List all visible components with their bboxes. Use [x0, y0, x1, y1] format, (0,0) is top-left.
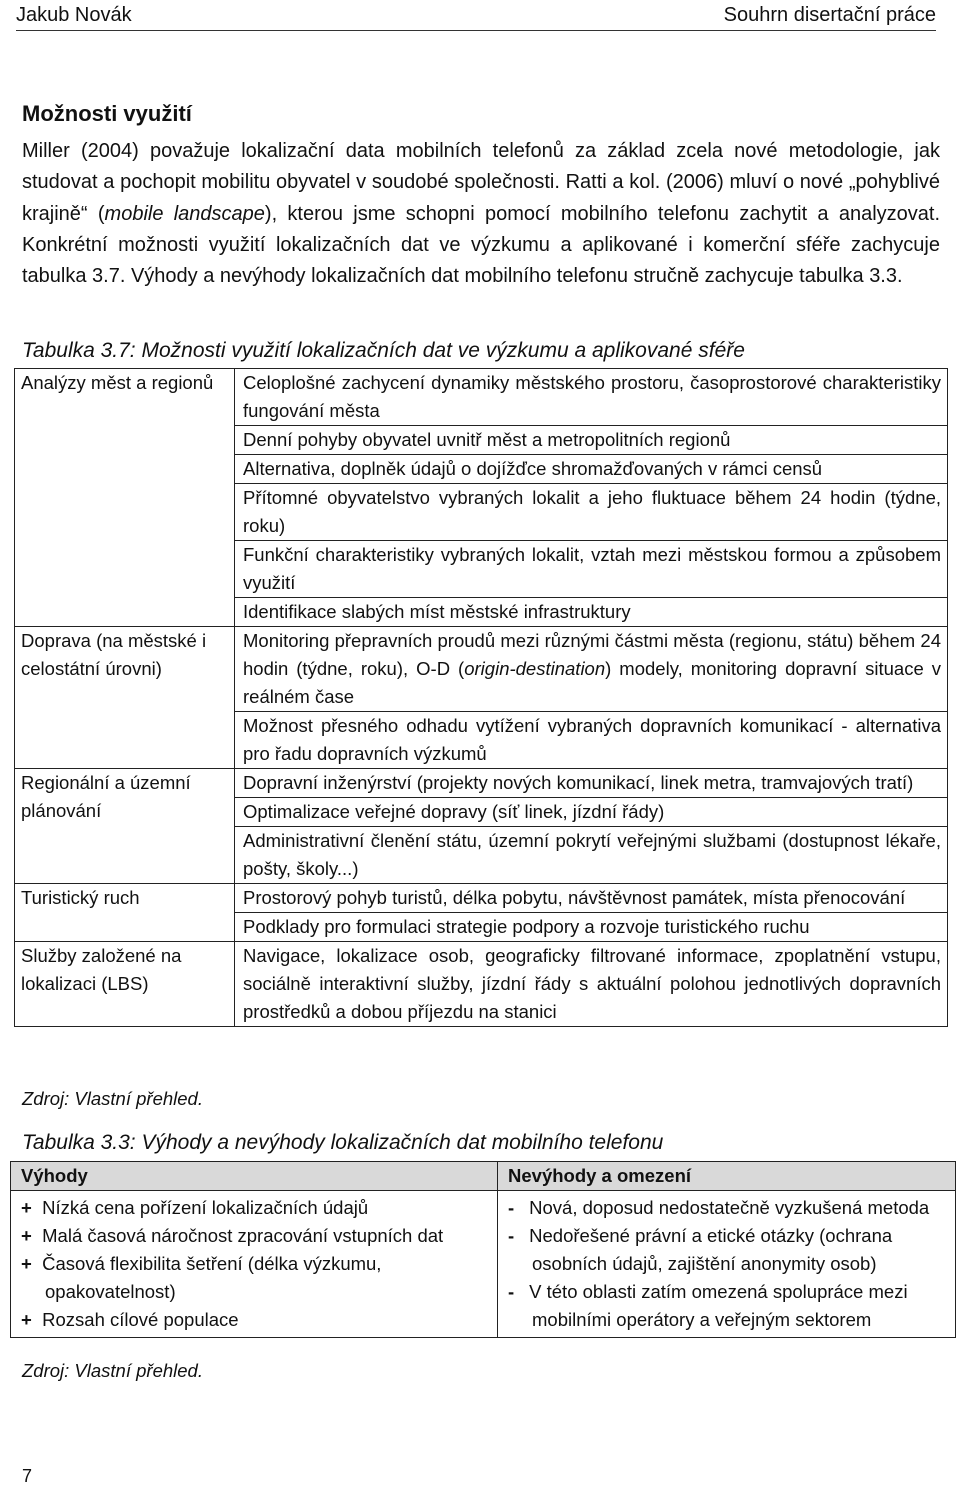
- item-sign: -: [508, 1225, 515, 1246]
- description-cell: Alternativa, doplněk údajů o dojížďce shromažďovaných v rámci censů: [235, 455, 948, 484]
- item-sign: -: [508, 1281, 515, 1302]
- column-header-disadvantages: Nevýhody a omezení: [498, 1162, 956, 1191]
- description-cell: Přítomné obyvatelstvo vybraných lokalit a jeho fluktuace během 24 hodin (týdne, roku): [235, 484, 948, 541]
- item-text: Nová, doposud nedostatečně vyzkušená metoda: [529, 1197, 930, 1218]
- category-cell: Analýzy měst a regionů: [15, 369, 235, 627]
- description-cell: Dopravní inženýrství (projekty nových komunikací, linek metra, tramvajových tratí): [235, 769, 948, 798]
- item-text: Malá časová náročnost zpracování vstupních dat: [42, 1225, 444, 1246]
- item-text: Časová flexibilita šetření (délka výzkumu, opakovatelnost): [42, 1253, 382, 1302]
- table-row: [15, 769, 948, 798]
- disadvantages-cell: [498, 1191, 956, 1338]
- table-row: [15, 884, 948, 913]
- item-text: Rozsah cílové populace: [42, 1309, 239, 1330]
- column-header-advantages: Výhody: [11, 1162, 498, 1191]
- list-item: [21, 1194, 487, 1222]
- item-sign: +: [21, 1309, 32, 1330]
- description-cell: Prostorový pohyb turistů, délka pobytu, návštěvnost památek, místa přenocování: [235, 884, 948, 913]
- item-sign: +: [21, 1225, 32, 1246]
- list-item: [21, 1306, 487, 1334]
- description-cell: Denní pohyby obyvatel uvnitř měst a metropolitních regionů: [235, 426, 948, 455]
- page-number: 7: [22, 1466, 33, 1486]
- table1-source: Zdroj: Vlastní přehled.: [22, 1088, 203, 1109]
- table-row: [15, 369, 948, 426]
- header-title: Souhrn disertační práce: [723, 3, 936, 26]
- list-item: [508, 1194, 945, 1222]
- category-cell: Regionální a územní plánování: [15, 769, 235, 884]
- description-cell: Optimalizace veřejné dopravy (síť linek, jízdní řády): [235, 798, 948, 827]
- description-cell: Monitoring přepravních proudů mezi různými částmi města (regionu, státu) během 24 hodin (týdne, roku), O-D (origin-destination) modely, monitoring dopravní situace v reálném čase: [235, 627, 948, 712]
- table2-caption: Tabulka 3.3: Výhody a nevýhody lokalizačních dat mobilního telefonu: [22, 1131, 664, 1154]
- running-header: [16, 0, 936, 31]
- list-item: [21, 1222, 487, 1250]
- item-text: Nedořešené právní a etické otázky (ochrana osobních údajů, zajištění anonymity osob): [529, 1225, 893, 1274]
- item-sign: +: [21, 1197, 32, 1218]
- item-sign: +: [21, 1253, 32, 1274]
- description-cell: Funkční charakteristiky vybraných lokalit, vztah mezi městskou formou a způsobem využití: [235, 541, 948, 598]
- description-cell: Celoplošné zachycení dynamiky městského prostoru, časoprostorové charakteristiky fungování města: [235, 369, 948, 426]
- section-title: Možnosti využití: [22, 101, 192, 126]
- category-cell: Služby založené na lokalizaci (LBS): [15, 942, 235, 1027]
- table-row: [15, 627, 948, 712]
- table-advantages-disadvantages: [10, 1161, 956, 1338]
- table-header-row: [11, 1162, 956, 1191]
- item-text: V této oblasti zatím omezená spolupráce mezi mobilními operátory a veřejným sektorem: [529, 1281, 908, 1330]
- description-cell: Navigace, lokalizace osob, geograficky filtrované informace, zpoplatnění vstupu, sociálně interaktivní služby, jízdní řády s aktuální polohou jednotlivých dopravních prostředků a dobou příjezdu na stanici: [235, 942, 948, 1027]
- table1-caption: Tabulka 3.7: Možnosti využití lokalizačních dat ve výzkumu a aplikované sféře: [22, 339, 745, 362]
- advantages-cell: [11, 1191, 498, 1338]
- description-cell: Administrativní členění státu, územní pokrytí veřejnými službami (dostupnost lékaře, pošty, školy...): [235, 827, 948, 884]
- item-sign: -: [508, 1197, 515, 1218]
- table-row: [15, 942, 948, 1027]
- description-cell: Podklady pro formulaci strategie podpory a rozvoje turistického ruchu: [235, 913, 948, 942]
- category-cell: Doprava (na městské i celostátní úrovni): [15, 627, 235, 769]
- list-item: [508, 1278, 945, 1334]
- list-item: [21, 1250, 487, 1306]
- list-item: [508, 1222, 945, 1278]
- category-cell: Turistický ruch: [15, 884, 235, 942]
- section-paragraph: Miller (2004) považuje lokalizační data mobilních telefonů za základ zcela nové metodologie, jak studovat a pochopit mobilitu obyvatel v soudobé společnosti. Ratti a kol. (2006) mluví o nové „pohyblivé krajině“ (mobile landscape), kterou jsme schopni pomocí mobilního telefonu zachytit a analyzovat. Konkrétní možnosti využití lokalizačních dat ve výzkumu a aplikované i komerční sféře zachycuje tabulka 3.7. Výhody a nevýhody lokalizačních dat mobilního telefonu stručně zachycuje tabulka 3.3.: [22, 140, 941, 288]
- description-cell: Identifikace slabých míst městské infrastruktury: [235, 598, 948, 627]
- header-author: Jakub Novák: [16, 3, 132, 26]
- item-text: Nízká cena pořízení lokalizačních údajů: [42, 1197, 369, 1218]
- description-cell: Možnost přesného odhadu vytížení vybraných dopravních komunikací - alternativa pro řadu dopravních výzkumů: [235, 712, 948, 769]
- table-usage-possibilities: [14, 368, 948, 1027]
- table-row: [11, 1191, 956, 1338]
- table2-source: Zdroj: Vlastní přehled.: [22, 1360, 203, 1381]
